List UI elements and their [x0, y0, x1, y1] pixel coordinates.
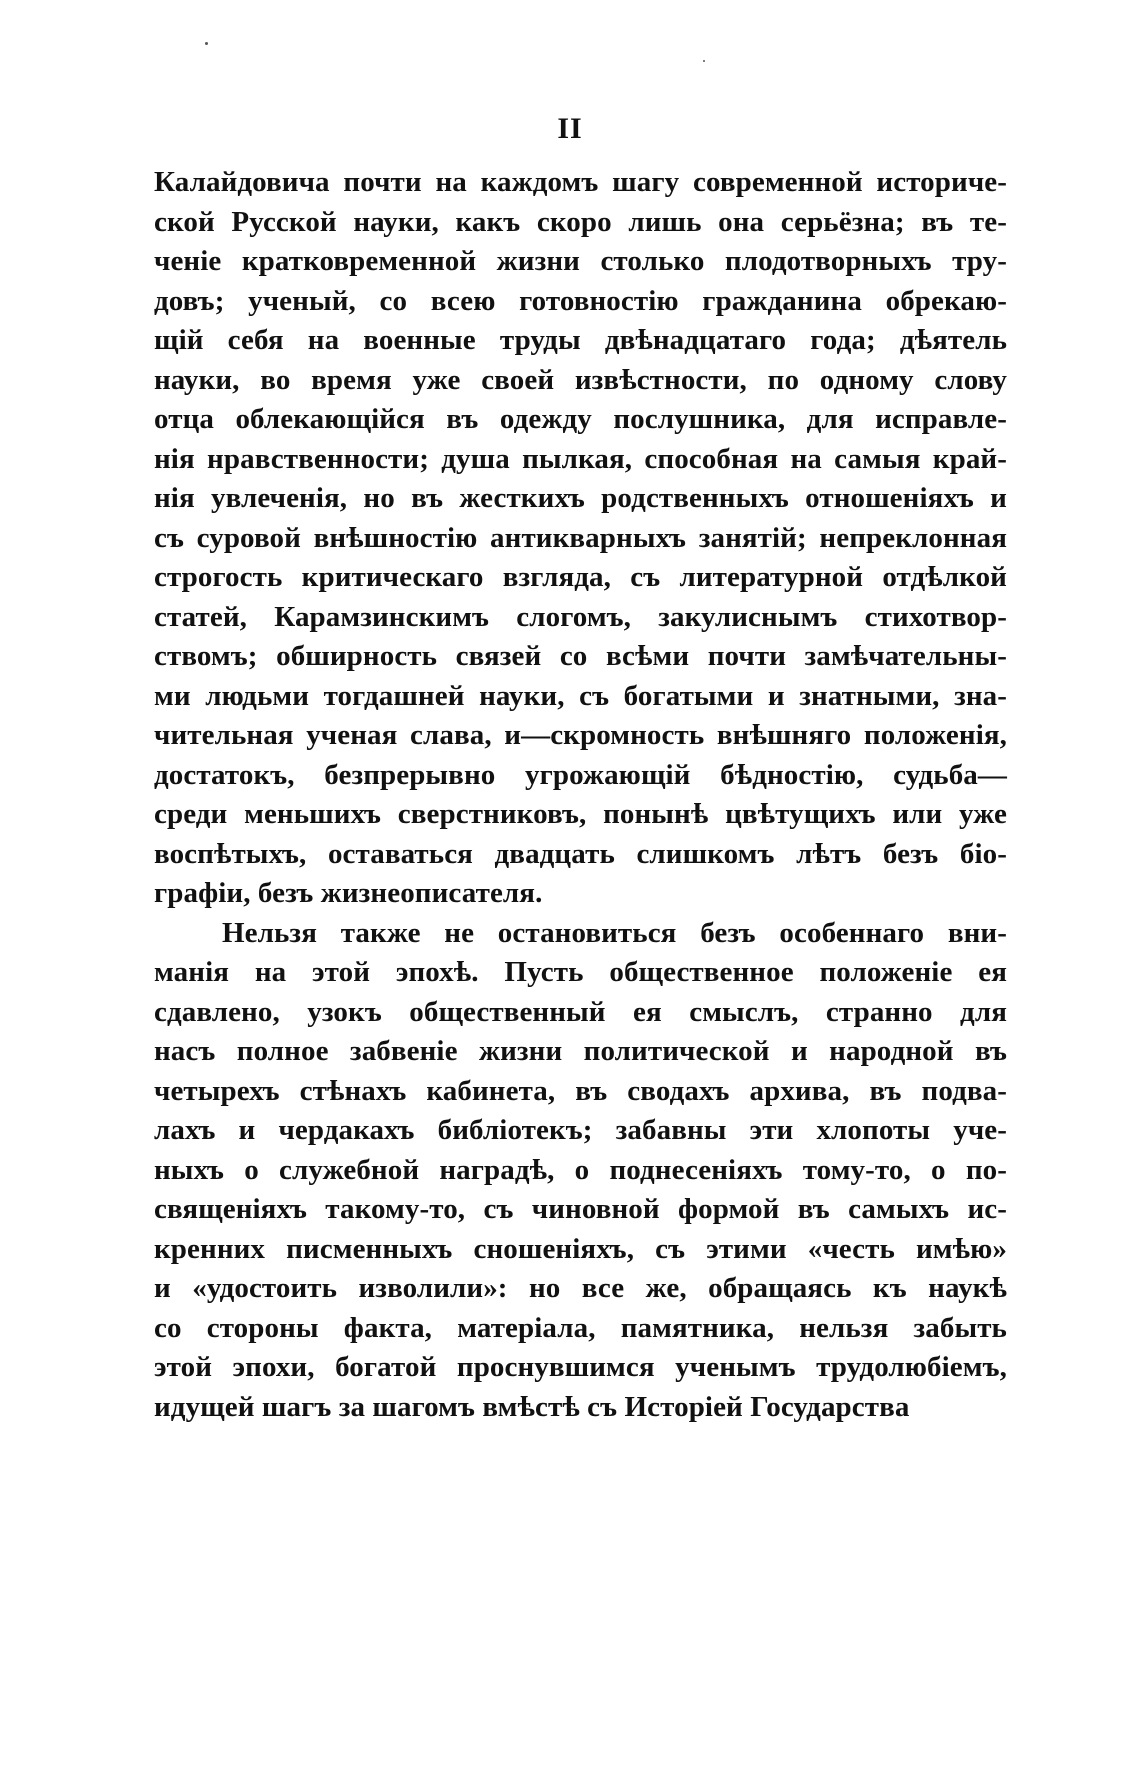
text-line: четырехъ стѣнахъ кабинета, въ сводахъ архива, въ подва- [154, 1074, 1007, 1107]
paragraph [154, 163, 1007, 914]
text-line: съ суровой внѣшностію антикварныхъ занятій; непреклонная [154, 521, 1007, 554]
text-line: идущей шагъ за шагомъ вмѣстѣ съ Исторіей Государства [154, 1390, 910, 1423]
text-line: Нельзя также не остановиться безъ особеннаго вни- [222, 916, 1007, 949]
text-line: сдавлено, узокъ общественный ея смыслъ, странно для [154, 995, 1007, 1028]
text-line: ской Русской науки, какъ скоро лишь она серьёзна; въ те- [154, 205, 1007, 238]
text-line: ми людьми тогдашней науки, съ богатыми и знатными, зна- [154, 679, 1007, 712]
text-line: среди меньшихъ сверстниковъ, понынѣ цвѣтущихъ или уже [154, 798, 1007, 830]
text-line: священіяхъ такому-то, съ чиновной формой въ самыхъ ис- [154, 1193, 1007, 1225]
text-line: ствомъ; обширность связей со всѣми почти замѣчательны- [154, 640, 1007, 672]
text-line: воспѣтыхъ, оставаться двадцать слишкомъ лѣтъ безъ біо- [154, 837, 1007, 870]
text-line: ченіе кратковременной жизни столько плодотворныхъ тру- [154, 245, 1007, 277]
text-line: лахъ и чердакахъ библіотекъ; забавны эти хлопоты уче- [154, 1114, 1007, 1146]
text-line: статей, Карамзинскимъ слогомъ, закулиснымъ стихотвор- [154, 600, 1007, 633]
text-line: кренних писменныхъ сношеніяхъ, съ этими «честь имѣю» [154, 1232, 1007, 1265]
text-line: манія на этой эпохѣ. Пусть общественное положеніе ея [154, 956, 1007, 988]
body-text [154, 163, 1007, 1427]
text-line: нія нравственности; душа пылкая, способная на самыя край- [154, 442, 1007, 475]
text-line: этой эпохи, богатой проснувшимся ученымъ трудолюбіемъ, [154, 1351, 1007, 1383]
paper-speck [703, 60, 705, 62]
text-line: отца облекающійся въ одежду послушника, для исправле- [154, 403, 1007, 435]
text-line: нія увлеченія, но въ жесткихъ родственныхъ отношеніяхъ и [154, 482, 1007, 514]
paper-speck [205, 42, 208, 45]
text-line: чительная ученая слава, и—скромность внѣшняго положенія, [154, 719, 1007, 751]
text-line: науки, во время уже своей извѣстности, по одному слову [154, 363, 1007, 396]
text-line: ныхъ о служебной наградѣ, о поднесеніяхъ тому-то, о по- [154, 1153, 1007, 1186]
page-number: II [557, 112, 583, 145]
text-line: и «удостоить изволили»: но все же, обращаясь къ наукѣ [154, 1272, 1007, 1304]
text-line: Калайдовича почти на каждомъ шагу современной историче- [154, 166, 1007, 198]
text-line: строгость критическаго взгляда, съ литературной отдѣлкой [154, 561, 1007, 593]
text-line: достатокъ, безпрерывно угрожающій бѣдностію, судьба— [154, 758, 1007, 791]
text-line: щій себя на военные труды двѣнадцатаго года; дѣятель [154, 324, 1007, 356]
text-line: со стороны факта, матеріала, памятника, нельзя забыть [154, 1311, 1007, 1344]
text-line: графіи, безъ жизнеописателя. [154, 877, 543, 909]
text-line: довъ; ученый, со всею готовностію гражданина обрекаю- [154, 284, 1007, 317]
text-line: насъ полное забвеніе жизни политической и народной въ [154, 1035, 1007, 1067]
paragraph [154, 914, 1007, 1428]
